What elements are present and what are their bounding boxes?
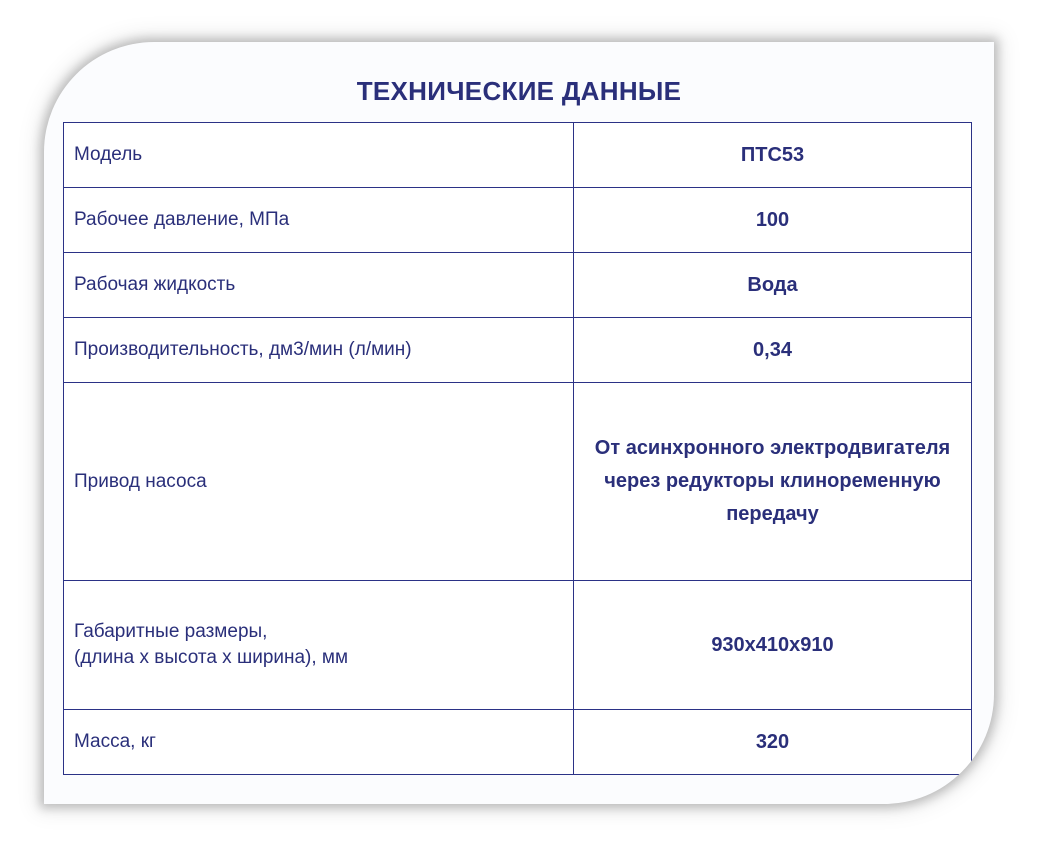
table-row <box>64 318 972 383</box>
row-value-capacity: 0,34 <box>574 318 972 383</box>
table-row <box>64 581 972 710</box>
row-label-fluid: Рабочая жидкость <box>64 253 574 318</box>
row-label-dimensions-line1: Габаритные размеры, <box>74 621 268 642</box>
document-frame-inner <box>44 42 994 804</box>
table-row <box>64 253 972 318</box>
row-label-model: Модель <box>64 123 574 188</box>
row-value-fluid: Вода <box>574 253 972 318</box>
table-row <box>64 188 972 253</box>
row-label-drive: Привод насоса <box>64 383 574 581</box>
row-label-dimensions <box>64 581 574 710</box>
row-label-dimensions-line2: (длина х высота х ширина), мм <box>74 647 349 668</box>
row-label-pressure: Рабочее давление, МПа <box>64 188 574 253</box>
row-label-capacity: Производительность, дм3/мин (л/мин) <box>64 318 574 383</box>
table-row <box>64 123 972 188</box>
document-frame <box>44 42 994 804</box>
row-value-model: ПТС53 <box>574 123 972 188</box>
row-value-pressure: 100 <box>574 188 972 253</box>
row-value-dimensions: 930х410х910 <box>574 581 972 710</box>
specs-table <box>63 122 972 775</box>
row-label-mass: Масса, кг <box>64 710 574 775</box>
table-row <box>64 710 972 775</box>
row-value-drive: От асинхронного электродвигателя через редукторы клиноременную передачу <box>574 383 972 581</box>
row-value-mass: 320 <box>574 710 972 775</box>
page-title: ТЕХНИЧЕСКИЕ ДАННЫЕ <box>356 76 682 106</box>
table-row <box>64 383 972 581</box>
